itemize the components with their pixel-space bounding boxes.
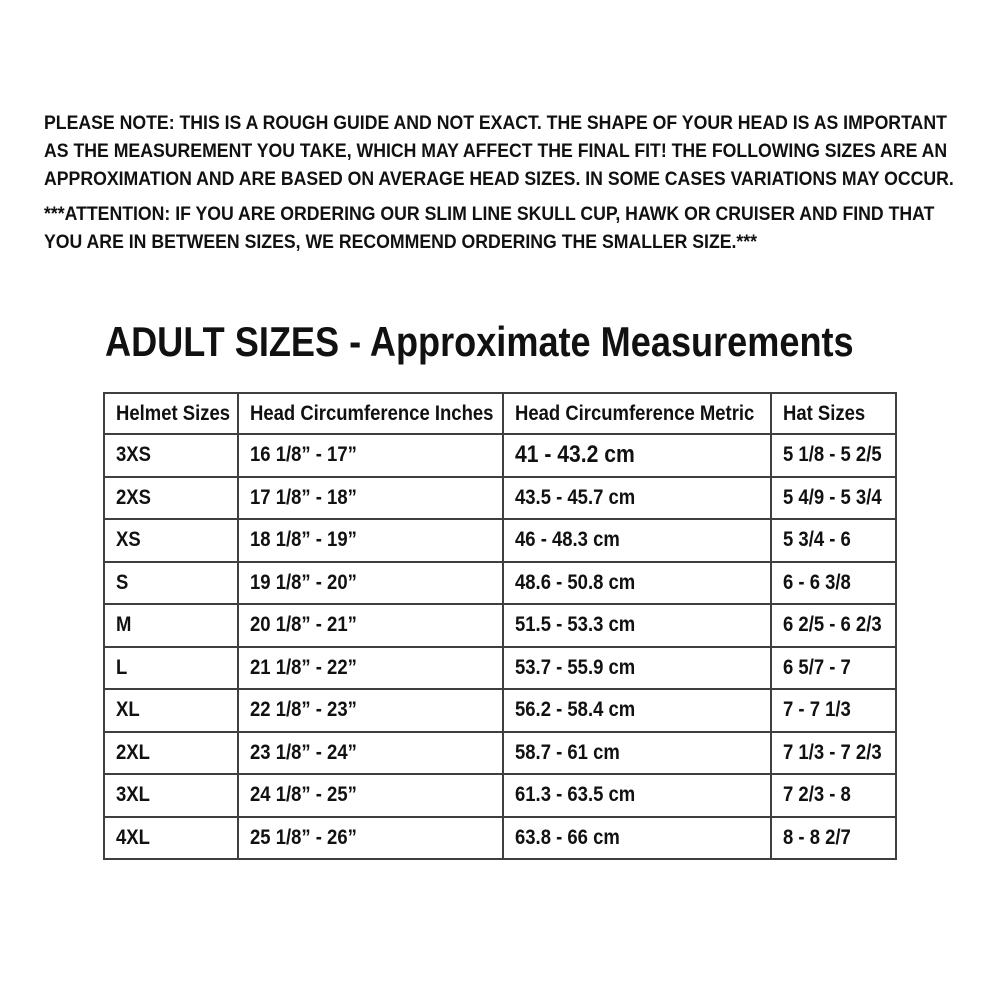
- cell-inches-text: 16 1/8” - 17”: [250, 443, 357, 467]
- table-row-m: [104, 604, 896, 647]
- cell-metric: [503, 817, 771, 860]
- cell-hat-size-text: 6 2/5 - 6 2/3: [783, 613, 882, 637]
- cell-metric: [503, 562, 771, 605]
- cell-hat-size: [771, 732, 896, 775]
- cell-hat-size: [771, 477, 896, 520]
- table-row-4xl: [104, 817, 896, 860]
- cell-hat-size: [771, 604, 896, 647]
- cell-helmet-size-text: 3XL: [116, 783, 150, 807]
- notice-line-3: APPROXIMATION AND ARE BASED ON AVERAGE HEAD SIZES. IN SOME CASES VARIATIONS MAY OCCUR.: [44, 169, 954, 190]
- cell-hat-size-text: 5 1/8 - 5 2/5: [783, 443, 882, 467]
- cell-helmet-size-text: M: [116, 613, 132, 637]
- cell-hat-size-text: 6 5/7 - 7: [783, 655, 851, 679]
- cell-inches: [238, 477, 503, 520]
- table-row-xs: [104, 519, 896, 562]
- cell-hat-size-text: 5 3/4 - 6: [783, 528, 851, 552]
- cell-hat-size-text: 5 4/9 - 5 3/4: [783, 485, 882, 509]
- cell-inches-text: 17 1/8” - 18”: [250, 485, 357, 509]
- cell-helmet-size: [104, 689, 238, 732]
- cell-metric: [503, 519, 771, 562]
- cell-metric: [503, 774, 771, 817]
- header-circumference-metric-text: Head Circumference Metric: [515, 401, 755, 425]
- cell-metric: [503, 689, 771, 732]
- header-hat-sizes-text: Hat Sizes: [783, 401, 866, 425]
- header-helmet-sizes: [104, 393, 238, 434]
- header-circumference-metric: [503, 393, 771, 434]
- cell-helmet-size-text: S: [116, 570, 129, 594]
- page-title: [105, 319, 976, 365]
- cell-helmet-size-text: XS: [116, 528, 141, 552]
- cell-metric: [503, 604, 771, 647]
- cell-helmet-size: [104, 732, 238, 775]
- cell-hat-size-text: 6 - 6 3/8: [783, 570, 851, 594]
- table-row-xl: [104, 689, 896, 732]
- cell-hat-size: [771, 562, 896, 605]
- cell-inches: [238, 604, 503, 647]
- cell-inches: [238, 774, 503, 817]
- cell-inches-text: 22 1/8” - 23”: [250, 698, 357, 722]
- page-title-text: ADULT SIZES - Approximate Measurements: [105, 318, 854, 365]
- cell-helmet-size-text: 3XS: [116, 443, 151, 467]
- cell-metric-text: 53.7 - 55.9 cm: [515, 655, 636, 679]
- cell-inches: [238, 689, 503, 732]
- notice-line-2: AS THE MEASUREMENT YOU TAKE, WHICH MAY AFFECT THE FINAL FIT! THE FOLLOWING SIZES ARE AN: [44, 141, 948, 162]
- please-note-paragraph: [44, 110, 1000, 194]
- cell-inches: [238, 732, 503, 775]
- cell-helmet-size-text: XL: [116, 698, 140, 722]
- header-hat-sizes: [771, 393, 896, 434]
- cell-helmet-size-text: 2XS: [116, 485, 151, 509]
- cell-hat-size: [771, 774, 896, 817]
- table-row-l: [104, 647, 896, 690]
- table-row-3xs: [104, 434, 896, 477]
- header-circumference-inches-text: Head Circumference Inches: [250, 401, 494, 425]
- table-header-row: [104, 393, 896, 434]
- cell-helmet-size: [104, 562, 238, 605]
- attention-paragraph: [44, 201, 1000, 257]
- cell-metric-text: 58.7 - 61 cm: [515, 740, 620, 764]
- cell-metric: [503, 647, 771, 690]
- cell-inches-text: 23 1/8” - 24”: [250, 740, 357, 764]
- attention-line-2: YOU ARE IN BETWEEN SIZES, WE RECOMMEND ORDERING THE SMALLER SIZE.***: [44, 232, 758, 253]
- cell-hat-size: [771, 647, 896, 690]
- size-table-body: [104, 434, 896, 859]
- cell-helmet-size: [104, 647, 238, 690]
- cell-inches: [238, 817, 503, 860]
- cell-metric: [503, 732, 771, 775]
- cell-inches: [238, 647, 503, 690]
- cell-inches: [238, 562, 503, 605]
- cell-helmet-size: [104, 477, 238, 520]
- cell-inches-text: 24 1/8” - 25”: [250, 783, 357, 807]
- cell-hat-size: [771, 689, 896, 732]
- cell-hat-size-text: 7 1/3 - 7 2/3: [783, 740, 882, 764]
- cell-metric-text: 61.3 - 63.5 cm: [515, 783, 636, 807]
- attention-lines: [44, 201, 934, 257]
- cell-hat-size: [771, 817, 896, 860]
- cell-helmet-size-text: 4XL: [116, 825, 150, 849]
- table-row-s: [104, 562, 896, 605]
- cell-inches-text: 21 1/8” - 22”: [250, 655, 357, 679]
- table-row-3xl: [104, 774, 896, 817]
- header-helmet-sizes-text: Helmet Sizes: [116, 401, 231, 425]
- cell-inches: [238, 434, 503, 477]
- cell-helmet-size: [104, 604, 238, 647]
- cell-metric-text: 56.2 - 58.4 cm: [515, 698, 636, 722]
- cell-inches: [238, 519, 503, 562]
- cell-metric-text: 43.5 - 45.7 cm: [515, 485, 636, 509]
- adult-sizes-table: [103, 392, 897, 860]
- cell-helmet-size: [104, 817, 238, 860]
- cell-metric: [503, 477, 771, 520]
- cell-metric-text: 63.8 - 66 cm: [515, 825, 620, 849]
- table-row-2xl: [104, 732, 896, 775]
- cell-metric-text: 41 - 43.2 cm: [515, 441, 635, 469]
- cell-metric-text: 46 - 48.3 cm: [515, 528, 620, 552]
- cell-helmet-size: [104, 774, 238, 817]
- cell-metric-text: 51.5 - 53.3 cm: [515, 613, 636, 637]
- cell-inches-text: 20 1/8” - 21”: [250, 613, 357, 637]
- cell-hat-size-text: 8 - 8 2/7: [783, 825, 851, 849]
- cell-hat-size: [771, 434, 896, 477]
- cell-inches-text: 19 1/8” - 20”: [250, 570, 357, 594]
- cell-helmet-size: [104, 434, 238, 477]
- header-circumference-inches: [238, 393, 503, 434]
- attention-line-1: ***ATTENTION: IF YOU ARE ORDERING OUR SLIM LINE SKULL CUP, HAWK OR CRUISER AND FIND THAT: [44, 204, 935, 225]
- table-row-2xs: [104, 477, 896, 520]
- cell-metric-text: 48.6 - 50.8 cm: [515, 570, 636, 594]
- cell-metric: [503, 434, 771, 477]
- cell-helmet-size-text: 2XL: [116, 740, 150, 764]
- cell-helmet-size-text: L: [116, 655, 128, 679]
- cell-hat-size-text: 7 2/3 - 8: [783, 783, 851, 807]
- cell-hat-size-text: 7 - 7 1/3: [783, 698, 851, 722]
- cell-inches-text: 25 1/8” - 26”: [250, 825, 357, 849]
- notice-line-1: PLEASE NOTE: THIS IS A ROUGH GUIDE AND NOT EXACT. THE SHAPE OF YOUR HEAD IS AS IMPORTANT: [44, 113, 947, 134]
- cell-inches-text: 18 1/8” - 19”: [250, 528, 357, 552]
- cell-helmet-size: [104, 519, 238, 562]
- cell-hat-size: [771, 519, 896, 562]
- please-note-lines: [44, 110, 954, 194]
